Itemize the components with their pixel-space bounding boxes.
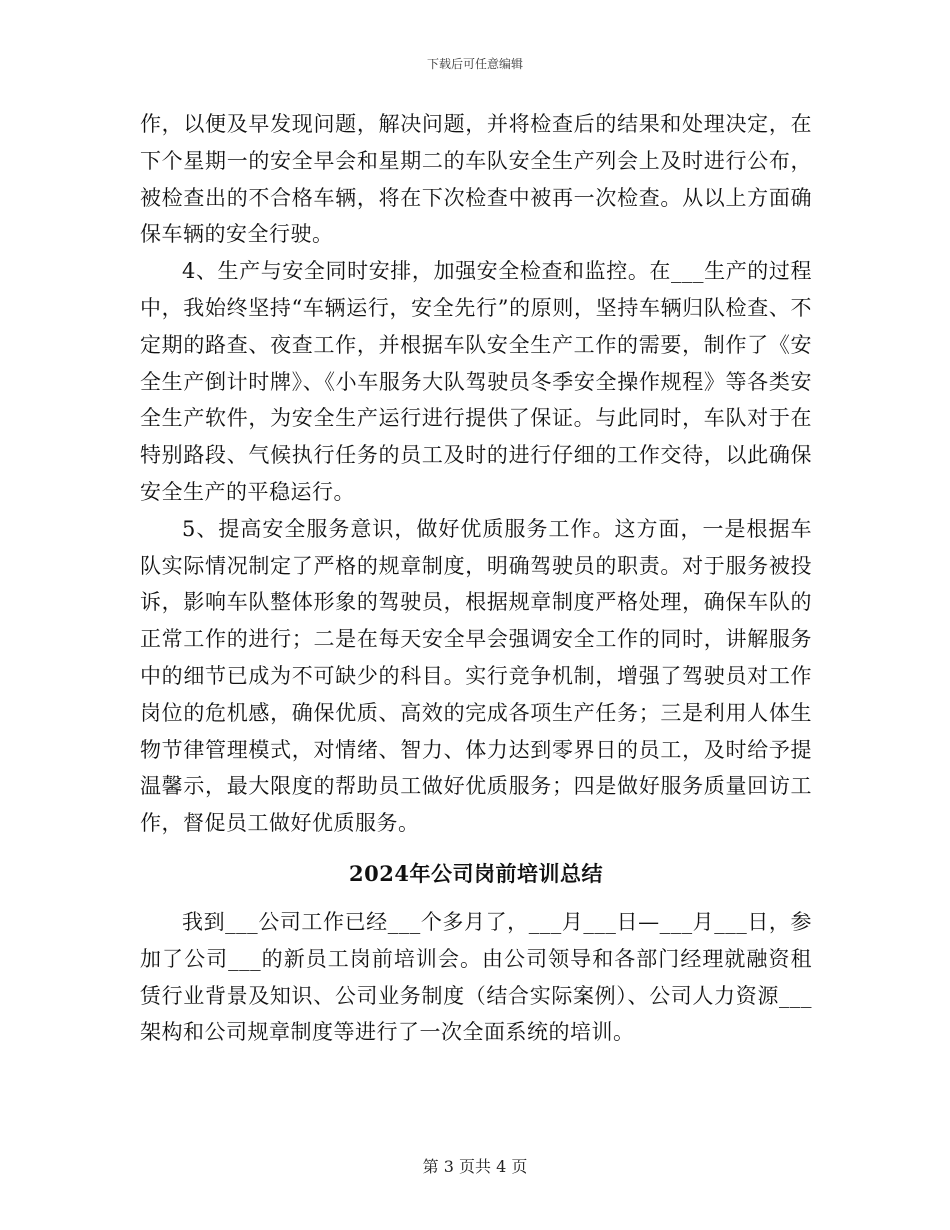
paragraph-item-5: 5、提高安全服务意识，做好优质服务工作。这方面，一是根据车队实际情况制定了严格的规章制度，明确驾驶员的职责。对于服务被投诉，影响车队整体形象的驾驶员，根据规章制度严格处理，确保车队的正常工作的进行；二是在每天安全早会强调安全工作的同时，讲解服务中的细节已成为不可缺少的科目。实行竞争机制，增强了驾驶员对工作岗位的危机感，确保优质、高效的完成各项生产任务；三是利用人体生物节律管理模式，对情绪、智力、体力达到零界日的员工，及时给予提温馨示，最大限度的帮助员工做好优质服务；四是做好服务质量回访工作，督促员工做好优质服务。: [140, 516, 812, 836]
section-title: 2024年公司岗前培训总结: [349, 860, 603, 886]
paragraph-item-4: 4、生产与安全同时安排，加强安全检查和监控。在___生产的过程中，我始终坚持“车辆运行，安全先行”的原则，坚持车辆归队检查、不定期的路查、夜查工作，并根据车队安全生产工作的需要，制作了《安全生产倒计时牌》、《小车服务大队驾驶员冬季安全操作规程》等各类安全生产软件，为安全生产运行进行提供了保证。与此同时，车队对于在特别路段、气候执行任务的员工及时的进行仔细的工作交待，以此确保安全生产的平稳运行。: [140, 259, 812, 504]
section-paragraph: 我到___公司工作已经___个多月了，___月___日—___月___日，参加了公司___的新员工岗前培训会。由公司领导和各部门经理就融资租赁行业背景及知识、公司业务制度（结合实际案例）、公司人力资源___架构和公司规章制度等进行了一次全面系统的培训。: [140, 909, 812, 1045]
page-header-note: 下载后可任意编辑: [426, 57, 523, 71]
page-number: 第 3 页共 4 页: [422, 1157, 528, 1176]
paragraph-continuation: 作，以便及早发现问题，解决问题，并将检查后的结果和处理决定，在下个星期一的安全早会和星期二的车队安全生产列会上及时进行公布，被检查出的不合格车辆，将在下次检查中被再一次检查。从以上方面确保车辆的安全行驶。: [140, 112, 812, 247]
document-body: [140, 106, 812, 1051]
